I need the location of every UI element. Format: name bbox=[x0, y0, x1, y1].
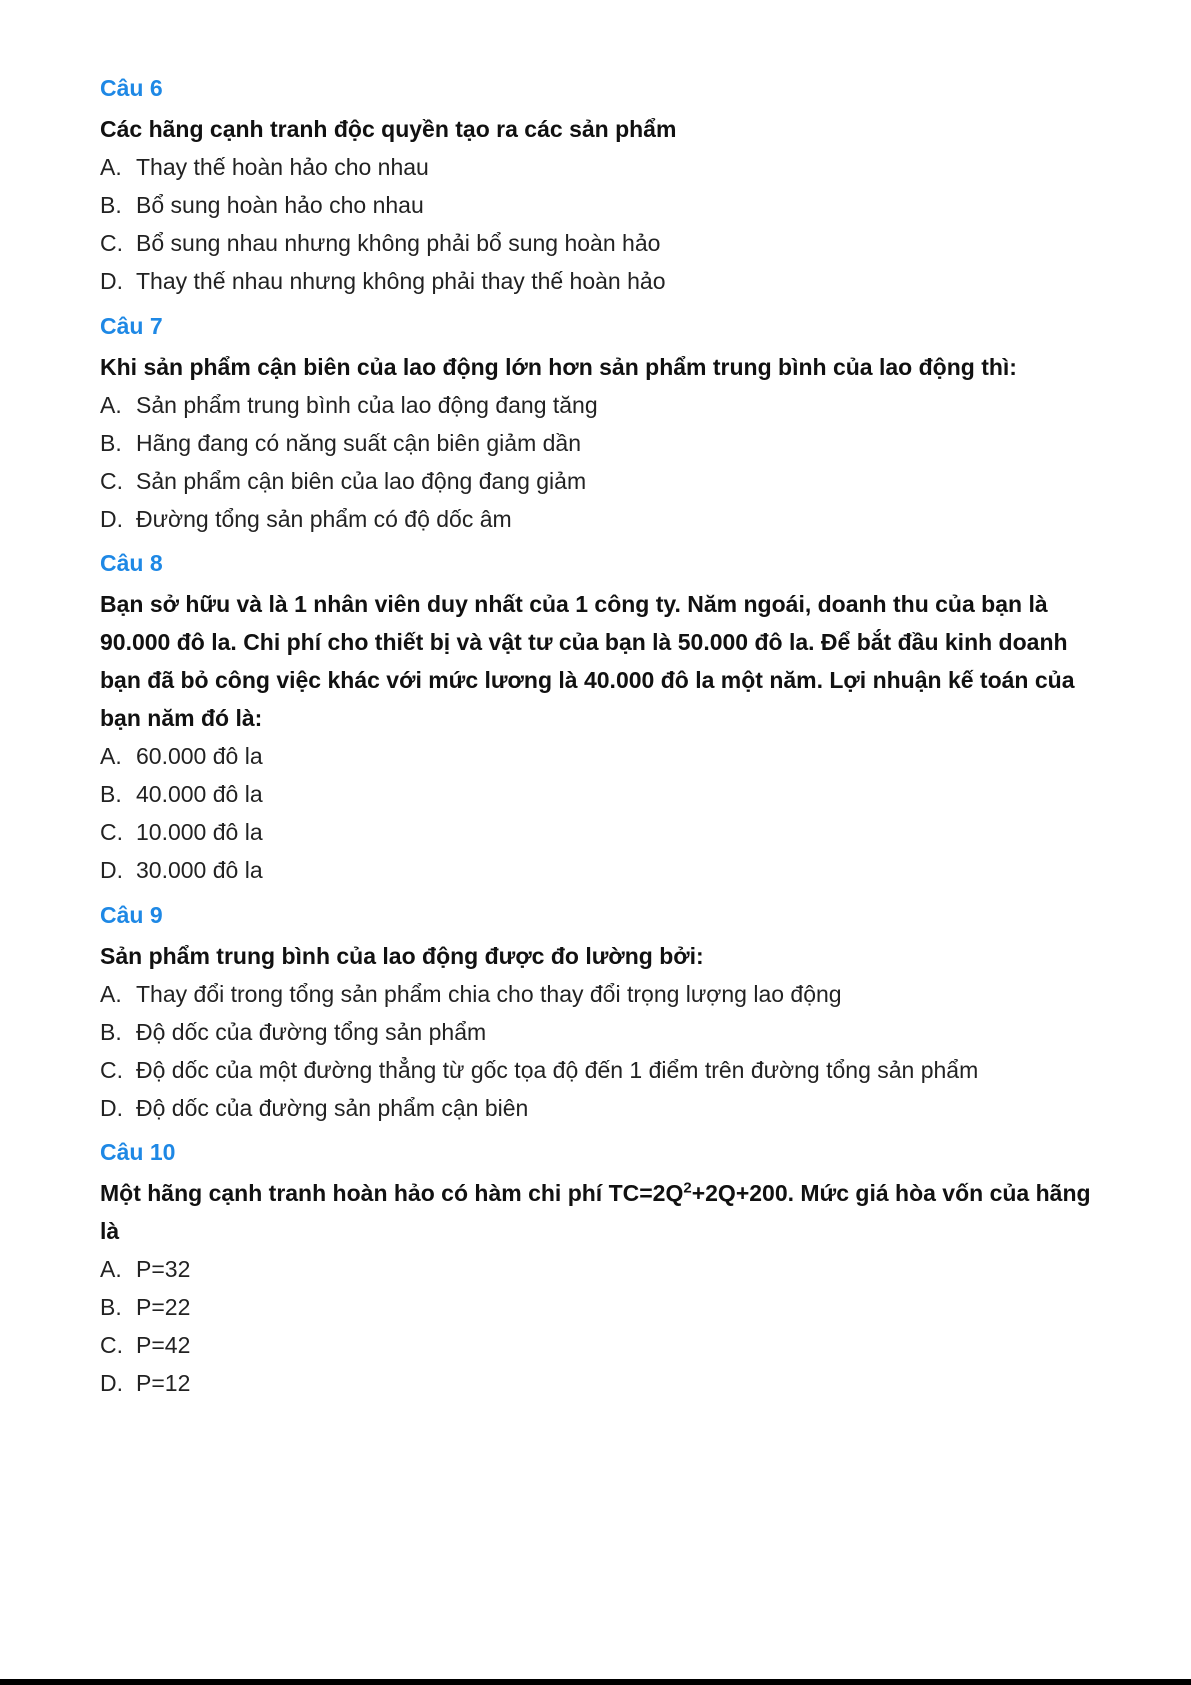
option-b[interactable] bbox=[100, 1013, 978, 1051]
option-text: Sản phẩm cận biên của lao động đang giảm bbox=[136, 468, 587, 494]
option-c[interactable] bbox=[100, 462, 1017, 500]
option-list bbox=[100, 1250, 1100, 1402]
option-a[interactable] bbox=[100, 975, 978, 1013]
option-letter: C. bbox=[100, 1057, 123, 1083]
question-text bbox=[100, 1174, 1100, 1250]
option-letter: C. bbox=[100, 819, 123, 845]
option-b[interactable] bbox=[100, 1288, 1100, 1326]
option-letter: B. bbox=[100, 781, 122, 807]
option-d[interactable] bbox=[100, 1364, 1100, 1402]
question-9 bbox=[100, 899, 978, 1127]
question-number: Câu 7 bbox=[100, 313, 163, 339]
option-a[interactable] bbox=[100, 1250, 1100, 1288]
option-letter: C. bbox=[100, 230, 123, 256]
option-text: Hãng đang có năng suất cận biên giảm dần bbox=[136, 430, 581, 456]
option-text: 60.000 đô la bbox=[136, 743, 263, 769]
option-letter: B. bbox=[100, 430, 122, 456]
option-text: 10.000 đô la bbox=[136, 819, 263, 845]
option-text: 30.000 đô la bbox=[136, 857, 263, 883]
option-c[interactable] bbox=[100, 813, 1100, 851]
option-d[interactable] bbox=[100, 1089, 978, 1127]
option-text: P=42 bbox=[136, 1332, 191, 1358]
option-c[interactable] bbox=[100, 1051, 978, 1089]
question-number: Câu 10 bbox=[100, 1139, 176, 1165]
page-bottom-edge bbox=[0, 1679, 1191, 1685]
option-letter: C. bbox=[100, 468, 123, 494]
option-letter: A. bbox=[100, 392, 122, 418]
option-text: Bổ sung nhau nhưng không phải bổ sung hoàn hảo bbox=[136, 230, 661, 256]
option-text: Thay thế nhau nhưng không phải thay thế hoàn hảo bbox=[136, 268, 666, 294]
option-d[interactable] bbox=[100, 262, 676, 300]
option-text: Độ dốc của đường sản phẩm cận biên bbox=[136, 1095, 529, 1121]
option-a[interactable] bbox=[100, 386, 1017, 424]
option-list bbox=[100, 386, 1017, 538]
option-text: Đường tổng sản phẩm có độ dốc âm bbox=[136, 506, 512, 532]
option-letter: C. bbox=[100, 1332, 123, 1358]
exponent: 2 bbox=[683, 1179, 692, 1197]
option-letter: D. bbox=[100, 857, 123, 883]
question-text-after: +2Q+200. Mức giá hòa vốn của hãng là bbox=[100, 1180, 1091, 1244]
option-text: Sản phẩm trung bình của lao động đang tăng bbox=[136, 392, 598, 418]
option-a[interactable] bbox=[100, 737, 1100, 775]
option-letter: A. bbox=[100, 743, 122, 769]
option-letter: D. bbox=[100, 268, 123, 294]
option-letter: B. bbox=[100, 1019, 122, 1045]
question-6 bbox=[100, 72, 676, 300]
option-b[interactable] bbox=[100, 775, 1100, 813]
option-text: P=22 bbox=[136, 1294, 191, 1320]
option-text: P=12 bbox=[136, 1370, 191, 1396]
question-text-before: Một hãng cạnh tranh hoàn hảo có hàm chi phí TC=2Q bbox=[100, 1180, 684, 1206]
option-text: Độ dốc của đường tổng sản phẩm bbox=[136, 1019, 487, 1045]
option-letter: D. bbox=[100, 1095, 123, 1121]
option-letter: A. bbox=[100, 1256, 122, 1282]
option-letter: A. bbox=[100, 981, 122, 1007]
option-text: Độ dốc của một đường thẳng từ gốc tọa độ đến 1 điểm trên đường tổng sản phẩm bbox=[136, 1057, 979, 1083]
question-number: Câu 9 bbox=[100, 902, 163, 928]
option-b[interactable] bbox=[100, 186, 676, 224]
option-letter: B. bbox=[100, 1294, 122, 1320]
option-text: Bổ sung hoàn hảo cho nhau bbox=[136, 192, 424, 218]
question-7 bbox=[100, 310, 1017, 538]
question-number: Câu 6 bbox=[100, 75, 163, 101]
question-text: Khi sản phẩm cận biên của lao động lớn hơn sản phẩm trung bình của lao động thì: bbox=[100, 354, 1017, 380]
question-10 bbox=[100, 1136, 1100, 1402]
question-8 bbox=[100, 547, 1100, 889]
option-list bbox=[100, 975, 978, 1127]
option-letter: B. bbox=[100, 192, 122, 218]
option-letter: A. bbox=[100, 154, 122, 180]
option-list bbox=[100, 148, 676, 300]
option-list bbox=[100, 737, 1100, 889]
option-d[interactable] bbox=[100, 851, 1100, 889]
option-text: 40.000 đô la bbox=[136, 781, 263, 807]
option-a[interactable] bbox=[100, 148, 676, 186]
option-letter: D. bbox=[100, 506, 123, 532]
option-text: Thay đổi trong tổng sản phẩm chia cho thay đổi trọng lượng lao động bbox=[136, 981, 842, 1007]
question-number: Câu 8 bbox=[100, 550, 163, 576]
question-text: Sản phẩm trung bình của lao động được đo lường bởi: bbox=[100, 943, 704, 969]
option-c[interactable] bbox=[100, 224, 676, 262]
option-d[interactable] bbox=[100, 500, 1017, 538]
question-text: Bạn sở hữu và là 1 nhân viên duy nhất của 1 công ty. Năm ngoái, doanh thu của bạn là 90.000 đô la. Chi phí cho thiết bị và vật tư của bạn là 50.000 đô la. Để bắt đầu kinh doanh bạn đã bỏ công việc khác với mức lương là 40.000 đô la một năm. Lợi nhuận kế toán của bạn năm đó là: bbox=[100, 591, 1075, 731]
option-b[interactable] bbox=[100, 424, 1017, 462]
option-text: Thay thế hoàn hảo cho nhau bbox=[136, 154, 429, 180]
option-text: P=32 bbox=[136, 1256, 191, 1282]
option-c[interactable] bbox=[100, 1326, 1100, 1364]
question-text: Các hãng cạnh tranh độc quyền tạo ra các sản phẩm bbox=[100, 116, 677, 142]
option-letter: D. bbox=[100, 1370, 123, 1396]
